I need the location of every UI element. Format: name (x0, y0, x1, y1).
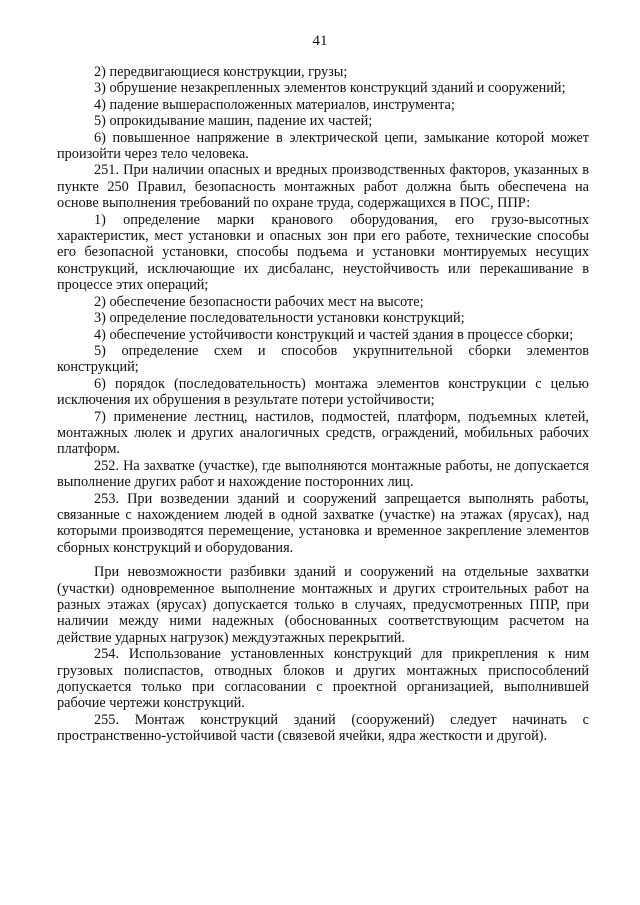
paragraph: 251. При наличии опасных и вредных производственных факторов, указанных в пункте 250 Правил, безопасность монтажных работ должна быть обеспечена на основе выполнения требований по охране труда, содержащихся в ПОС, ППР: (57, 162, 589, 212)
paragraph: 3) определение последовательности установки конструкций; (94, 310, 465, 327)
paragraph: 255. Монтаж конструкций зданий (сооружений) следует начинать с пространственно-устойчивой части (связевой ячейки, ядра жесткости и другой). (57, 711, 589, 745)
paragraph: При невозможности разбивки зданий и сооружений на отдельные захватки (участки) одновременное выполнение монтажных и других строительных работ на разных этажах (ярусах) допускается только в случаях, предусмотренных ППР, при наличии между ними надежных (обоснованных соответствующим расчетом на действие ударных нагрузок) междуэтажных перекрытий. (57, 564, 589, 646)
paragraph: 2) передвигающиеся конструкции, грузы; (94, 64, 348, 80)
paragraph: 3) обрушение незакрепленных элементов конструкций зданий и сооружений; (94, 80, 566, 97)
paragraph: 1) определение марки кранового оборудования, его грузо-высотных характеристик, мест установки и опасных зон при его работе, технические способы его безопасной установки, способы подъема и установки монтируемых несущих конструкций, исключающие их дисбаланс, неустойчивость или перекашивание в процессе этих операций; (57, 211, 589, 294)
paragraph: 252. На захватке (участке), где выполняются монтажные работы, не допускается выполнение других работ и нахождение посторонних лиц. (57, 457, 589, 491)
paragraph: 4) падение вышерасположенных материалов, инструмента; (94, 96, 455, 113)
paragraph: 5) определение схем и способов укрупнительной сборки элементов конструкций; (57, 342, 589, 376)
paragraph: 253. При возведении зданий и сооружений запрещается выполнять работы, связанные с нахождением людей в одной захватке (участке) на этажах (ярусах), над которыми производятся перемещение, установка и временное закрепление элементов сборных конструкций и оборудования. (57, 490, 589, 556)
paragraph: 2) обеспечение безопасности рабочих мест на высоте; (94, 293, 424, 310)
paragraph: 6) порядок (последовательность) монтажа элементов конструкции с целью исключения их обрушения в результате потери устойчивости; (57, 375, 589, 409)
paragraph: 6) повышенное напряжение в электрической цепи, замыкание которой может произойти через тело человека. (57, 129, 589, 163)
page-number: 41 (312, 33, 328, 49)
paragraph: 254. Использование установленных конструкций для прикрепления к ним грузовых полиспастов, отводных блоков и других монтажных приспособлений допускается только при согласовании с проектной организацией, выполнившей рабочие чертежи конструкций. (57, 646, 589, 712)
paragraph: 4) обеспечение устойчивости конструкций и частей здания в процессе сборки; (94, 326, 574, 343)
paragraph: 7) применение лестниц, настилов, подмостей, платформ, подъемных клетей, монтажных люлек и других аналогичных средств, ограждений, мобильных рабочих платформ. (57, 408, 589, 458)
paragraph: 5) опрокидывание машин, падение их частей; (94, 113, 373, 130)
page-body (57, 64, 589, 745)
